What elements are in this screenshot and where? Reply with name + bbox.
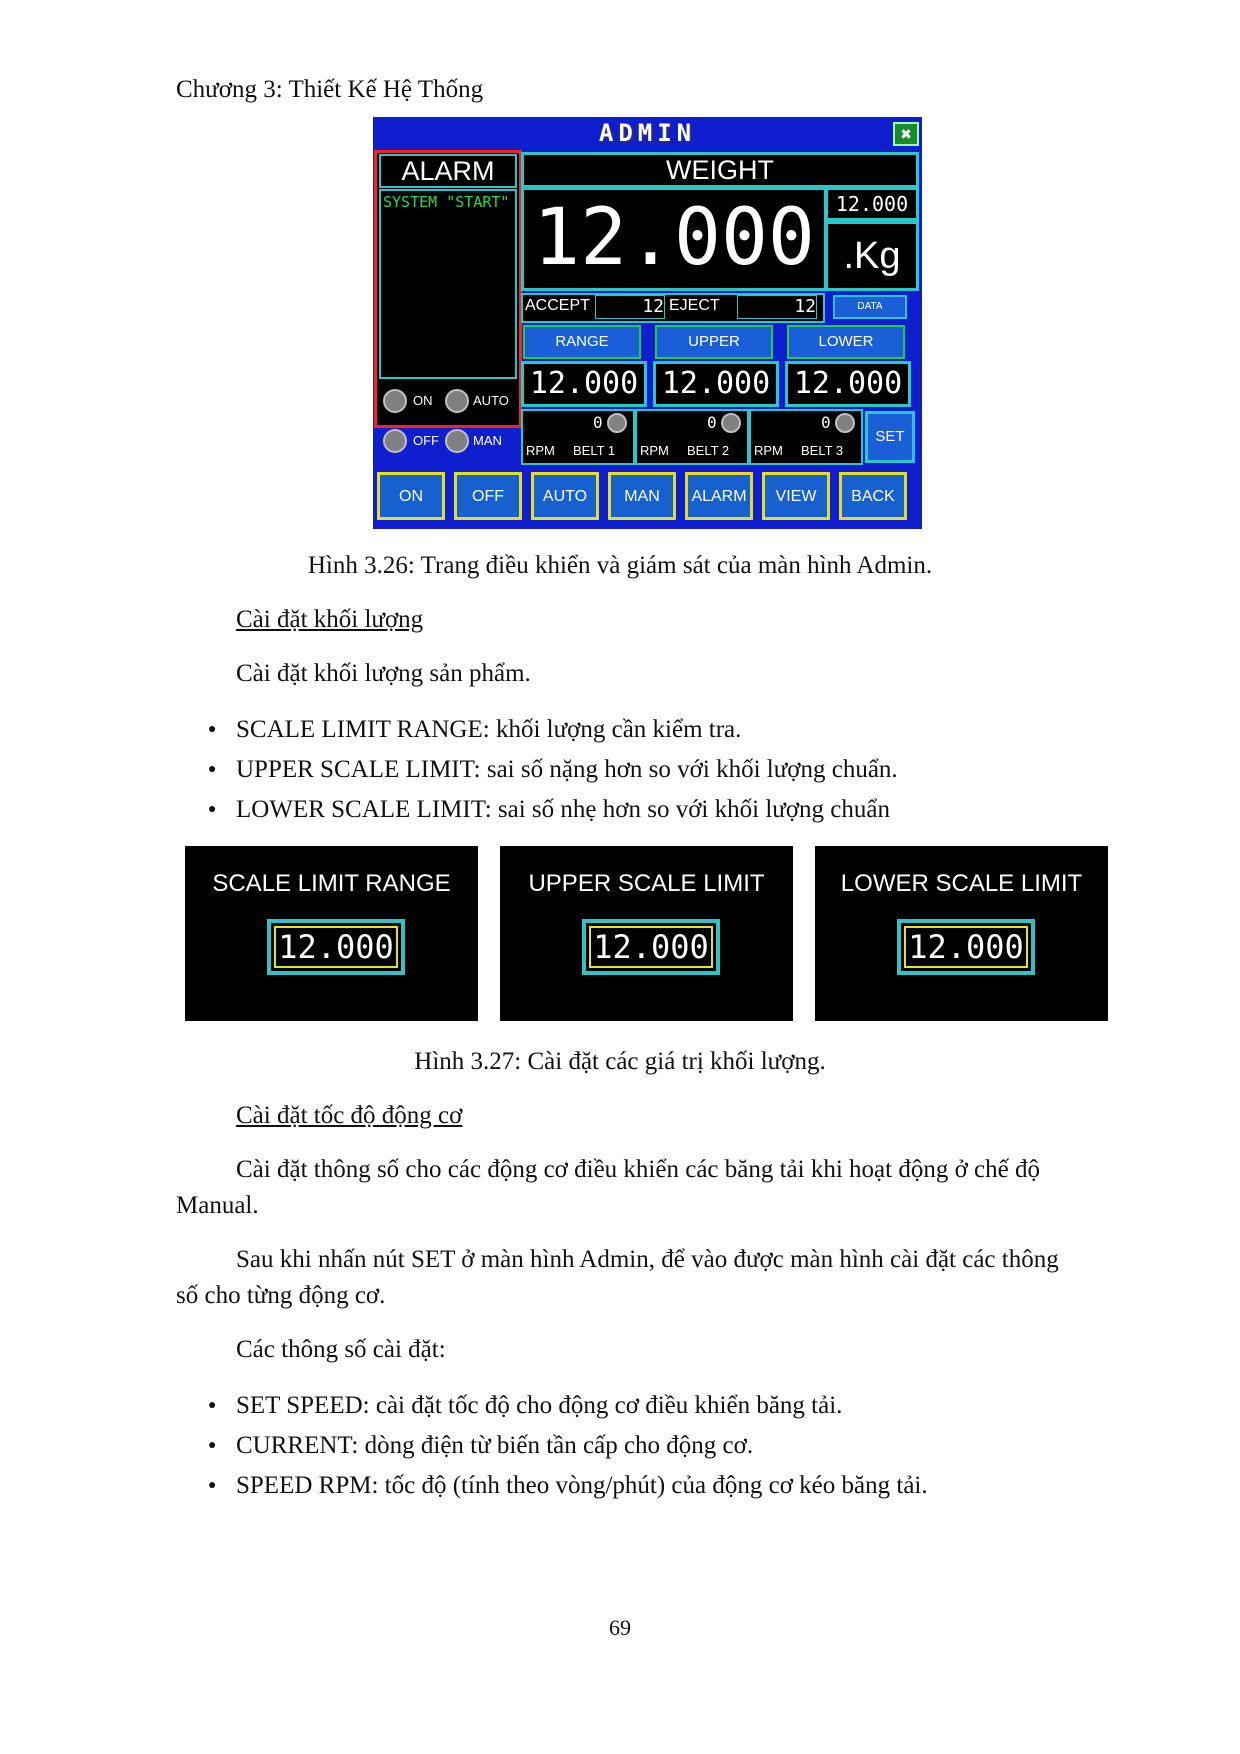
belt-1-lamp-icon	[607, 413, 627, 433]
man-button[interactable]: MAN	[608, 472, 676, 520]
accept-value: 12	[595, 295, 665, 319]
accept-label: ACCEPT	[525, 297, 590, 314]
list-item: ● LOWER SCALE LIMIT: sai số nhẹ hơn so với khối lượng chuẩn	[236, 790, 898, 830]
list-item: ● SCALE LIMIT RANGE: khối lượng cần kiểm tra.	[236, 710, 898, 750]
section-intro-weight: Cài đặt khối lượng sản phẩm.	[236, 660, 531, 687]
list-item: ● CURRENT: dòng điện từ biến tần cấp cho động cơ.	[236, 1426, 928, 1466]
auto-lamp-label: AUTO	[473, 393, 509, 408]
admin-hmi-screen	[373, 117, 922, 529]
lower-display[interactable]	[785, 361, 911, 407]
belt-2-rpm-label: RPM	[640, 443, 669, 458]
page-number: 69	[609, 1615, 631, 1640]
upper-scale-limit-input[interactable]	[582, 919, 720, 975]
list-item: ● SET SPEED: cài đặt tốc độ cho động cơ điều khiển băng tải.	[236, 1386, 928, 1426]
upper-value: 12.000	[661, 366, 771, 401]
belt-1-rpm-label: RPM	[526, 443, 555, 458]
weight-value: 12.000	[533, 193, 815, 283]
set-button[interactable]: SET	[865, 411, 915, 463]
lower-scale-limit-input[interactable]	[897, 919, 1035, 975]
panel-title: SCALE LIMIT RANGE	[212, 870, 451, 897]
belt-2-label: BELT 2	[687, 443, 730, 458]
paragraph-line: số cho từng động cơ.	[176, 1282, 386, 1309]
panel-title: LOWER SCALE LIMIT	[840, 870, 1083, 897]
range-value: 12.000	[529, 366, 639, 401]
back-button[interactable]: BACK	[839, 472, 907, 520]
belt-2-panel	[635, 409, 749, 465]
on-button[interactable]: ON	[377, 472, 445, 520]
man-lamp-icon	[445, 429, 469, 453]
panel-value: 12.000	[274, 926, 398, 968]
paragraph-line: Các thông số cài đặt:	[236, 1336, 446, 1363]
paragraph-line: Manual.	[176, 1192, 259, 1219]
figure-caption-3-27: Hình 3.27: Cài đặt các giá trị khối lượng.	[414, 1048, 826, 1075]
panel-title: UPPER SCALE LIMIT	[528, 870, 765, 897]
scale-limit-range-panel	[185, 846, 478, 1021]
section-title-motor: Cài đặt tốc độ động cơ	[236, 1102, 463, 1129]
lower-button[interactable]: LOWER	[787, 325, 905, 359]
man-lamp-label: MAN	[473, 433, 502, 448]
alarm-log	[379, 189, 517, 379]
upper-scale-limit-panel	[500, 846, 793, 1021]
auto-button[interactable]: AUTO	[531, 472, 599, 520]
section-title-weight: Cài đặt khối lượng	[236, 606, 424, 633]
hmi-title: ADMIN	[598, 119, 697, 147]
eject-value: 12	[737, 295, 817, 319]
range-display[interactable]	[521, 361, 647, 407]
motor-bullet-list	[236, 1386, 928, 1506]
belt-2-rpm-value: 0	[707, 413, 717, 432]
on-lamp-icon	[383, 389, 407, 413]
lower-value: 12.000	[793, 366, 903, 401]
alarm-title: ALARM	[379, 154, 517, 188]
chapter-header: Chương 3: Thiết Kế Hệ Thống	[176, 76, 484, 103]
belt-3-lamp-icon	[835, 413, 855, 433]
view-button[interactable]: VIEW	[762, 472, 830, 520]
weight-bullet-list	[236, 710, 898, 830]
belt-3-rpm-value: 0	[821, 413, 831, 432]
close-icon[interactable]: ✖	[893, 122, 919, 146]
eject-label: EJECT	[669, 297, 720, 314]
belt-3-label: BELT 3	[801, 443, 844, 458]
range-button[interactable]: RANGE	[523, 325, 641, 359]
off-lamp-label: OFF	[413, 433, 439, 448]
belt-2-lamp-icon	[721, 413, 741, 433]
upper-display[interactable]	[653, 361, 779, 407]
panel-value: 12.000	[904, 926, 1028, 968]
alarm-button[interactable]: ALARM	[685, 472, 753, 520]
belt-1-panel	[521, 409, 635, 465]
upper-button[interactable]: UPPER	[655, 325, 773, 359]
weight-small-value: 12.000	[835, 192, 909, 216]
weight-title: WEIGHT	[521, 152, 919, 188]
figure-caption-3-26: Hình 3.26: Trang điều khiển và giám sát của màn hình Admin.	[307, 552, 933, 579]
weight-unit-box	[825, 221, 919, 291]
weight-small-display	[825, 187, 919, 221]
belt-1-label: BELT 1	[573, 443, 616, 458]
weight-unit: .Kg	[843, 235, 901, 277]
panel-value: 12.000	[589, 926, 713, 968]
data-button[interactable]: DATA	[833, 295, 907, 319]
on-lamp-label: ON	[413, 393, 433, 408]
paragraph-line: Sau khi nhấn nút SET ở màn hình Admin, để vào được màn hình cài đặt các thông	[236, 1246, 1059, 1273]
belt-1-rpm-value: 0	[593, 413, 603, 432]
belt-3-rpm-label: RPM	[754, 443, 783, 458]
paragraph-line: Cài đặt thông số cho các động cơ điều khiển các băng tải khi hoạt động ở chế độ	[236, 1156, 1040, 1183]
off-lamp-icon	[383, 429, 407, 453]
list-item: ● UPPER SCALE LIMIT: sai số nặng hơn so với khối lượng chuẩn.	[236, 750, 898, 790]
lower-scale-limit-panel	[815, 846, 1108, 1021]
alarm-message: SYSTEM "START"	[383, 193, 510, 211]
off-button[interactable]: OFF	[454, 472, 522, 520]
belt-3-panel	[749, 409, 863, 465]
list-item: ● SPEED RPM: tốc độ (tính theo vòng/phút) của động cơ kéo băng tải.	[236, 1466, 928, 1506]
weight-display	[521, 187, 827, 291]
auto-lamp-icon	[445, 389, 469, 413]
scale-limit-range-input[interactable]	[267, 919, 405, 975]
